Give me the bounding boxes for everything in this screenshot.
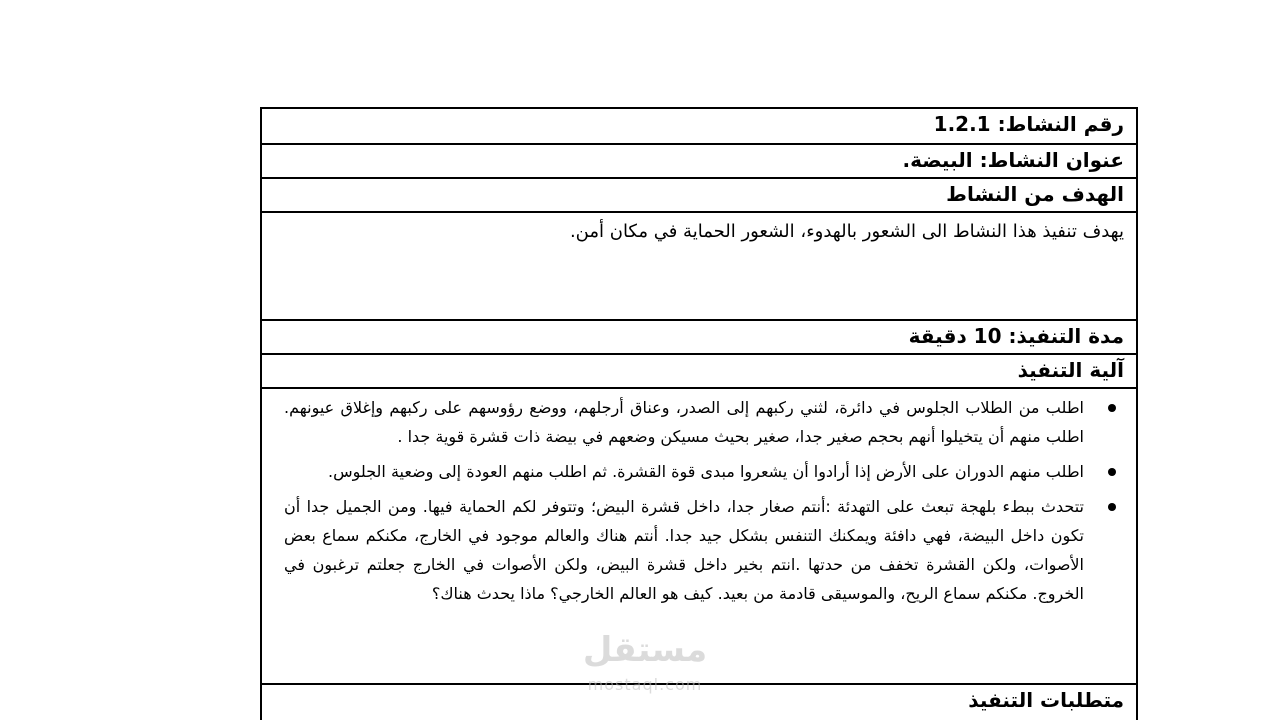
requirements-heading-row: [261, 684, 1137, 720]
duration-cell: [261, 320, 1137, 354]
duration-row: [261, 320, 1137, 354]
steps-list: [274, 393, 1124, 608]
list-item: [274, 457, 1124, 486]
goal-heading-cell: [261, 178, 1137, 212]
mechanism-body-row: [261, 388, 1137, 684]
goal-body-cell: [261, 212, 1137, 320]
activity-title: عنوان النشاط: البيضة.: [902, 148, 1124, 172]
mechanism-heading-row: [261, 354, 1137, 388]
list-item: [274, 492, 1124, 608]
step-text: تتحدث ببطء بلهجة تبعث على التهدئة :أنتم صغار جدا، داخل قشرة البيض؛ وتتوفر لكم الحماية فيها. ومن الجميل جدا أن تكون داخل البيضة، فهي دافئة ويمكنك التنفس بشكل جيد جدا. أنتم هناك والعالم موجود في الخارج، مكنكم سماع بعض الأصوات، ولكن القشرة تخفف من حدتها .انتم بخير داخل قشرة البيض، ولكن الأصوات في الخارج جعلتم ترغبون في الخروج. مكنكم سماع الريح، والموسيقى قادمة من بعيد. كيف هو العالم الخارجي؟ ماذا يحدث هناك؟: [284, 497, 1084, 603]
goal-body-row: [261, 212, 1137, 320]
activity-table: [260, 107, 1138, 720]
goal-heading-row: [261, 178, 1137, 212]
bullet-icon: [1108, 503, 1116, 511]
mechanism-heading: آلية التنفيذ: [1017, 358, 1124, 382]
watermark-arabic: مستقل: [582, 630, 708, 670]
goal-text: يهدف تنفيذ هذا النشاط الى الشعور بالهدوء، الشعور الحماية في مكان أمن.: [569, 221, 1124, 242]
duration-text: مدة التنفيذ: 10 دقيقة: [908, 324, 1124, 348]
requirements-heading-cell: [261, 684, 1137, 720]
list-item: [274, 393, 1124, 451]
goal-heading: الهدف من النشاط: [946, 182, 1124, 206]
activity-number-cell: [261, 108, 1137, 144]
activity-number-row: [261, 108, 1137, 144]
bullet-icon: [1108, 404, 1116, 412]
activity-title-row: [261, 144, 1137, 178]
watermark-latin: mostaql.com: [587, 675, 703, 694]
activity-number: رقم النشاط: 1.2.1: [933, 112, 1124, 136]
step-text: اطلب منهم الدوران على الأرض إذا أرادوا أن يشعروا مبدى قوة القشرة. ثم اطلب منهم العودة إلى وضعية الجلوس.: [328, 462, 1084, 481]
activity-title-cell: [261, 144, 1137, 178]
mechanism-body-cell: [261, 388, 1137, 684]
requirements-heading: متطلبات التنفيذ: [968, 688, 1124, 712]
bullet-icon: [1108, 468, 1116, 476]
step-text: اطلب من الطلاب الجلوس في دائرة، لثني ركبهم إلى الصدر، وعناق أرجلهم، ووضع رؤوسهم على ركبهم وإغلاق عيونهم. اطلب منهم أن يتخيلوا أنهم بحجم صغير جدا، صغير بحيث مسيكن وضعهم في بيضة ذات قشرة قوية جدا .: [284, 398, 1084, 446]
mechanism-heading-cell: [261, 354, 1137, 388]
